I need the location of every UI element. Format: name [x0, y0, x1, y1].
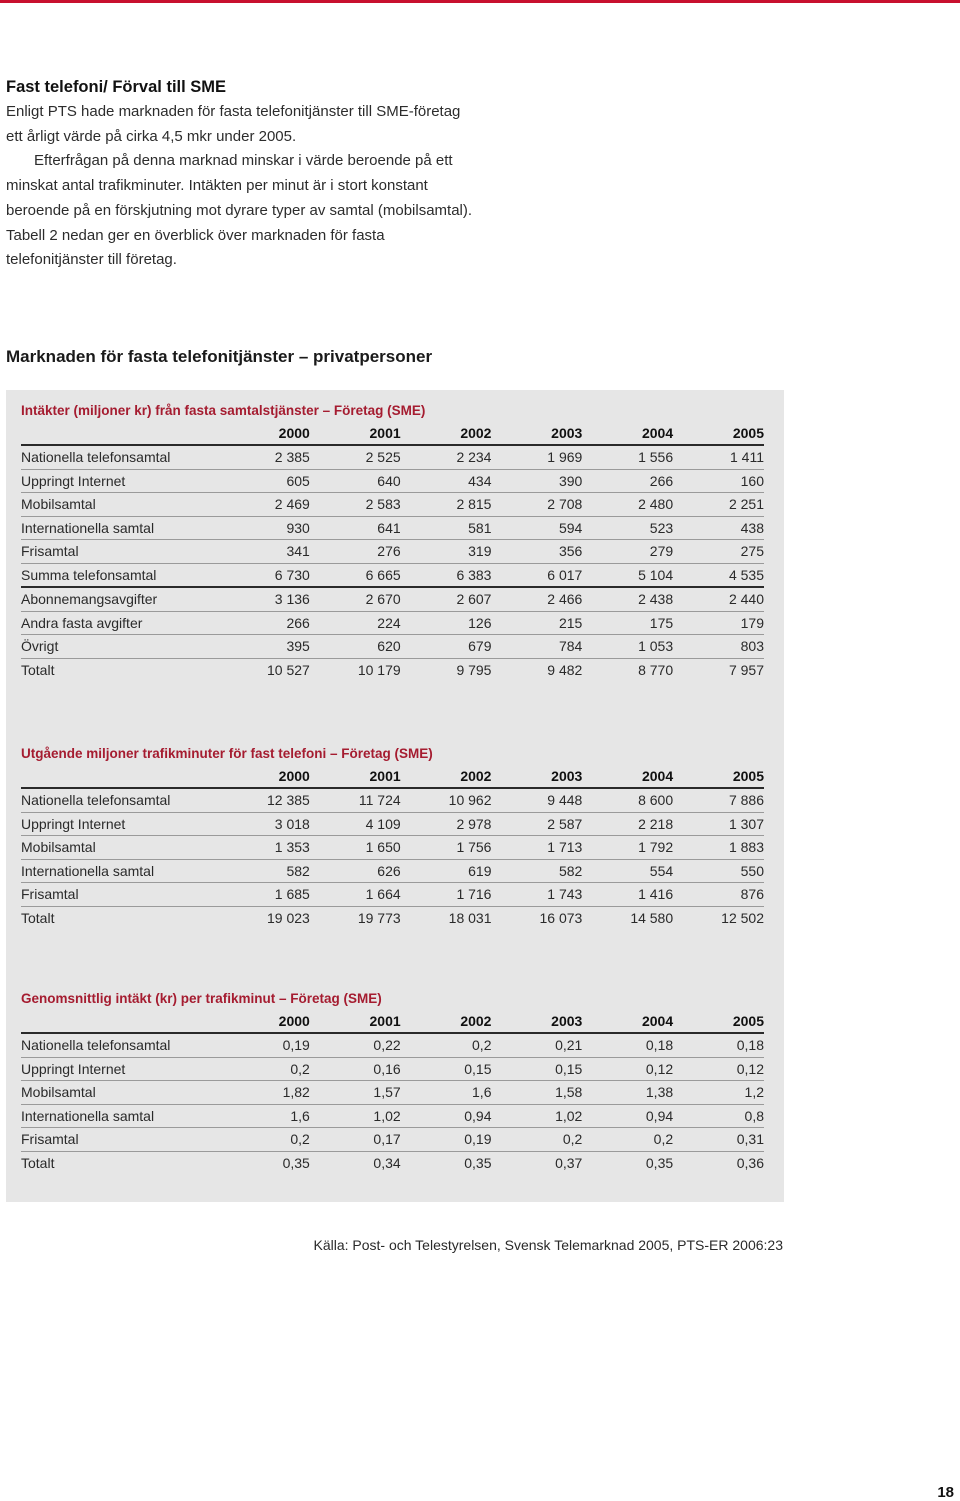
value-cell: 2 438 [582, 587, 673, 611]
value-cell: 175 [582, 611, 673, 635]
table-title: Genomsnittlig intäkt (kr) per trafikminut – Företag (SME) [21, 991, 382, 1006]
value-cell: 4 535 [673, 563, 764, 587]
row-label: Internationella samtal [21, 1104, 219, 1128]
year-header: 2000 [219, 1010, 310, 1033]
value-cell: 0,15 [491, 1057, 582, 1081]
data-table [21, 422, 764, 681]
value-cell: 2 385 [219, 445, 310, 469]
row-label: Abonnemangsavgifter [21, 587, 219, 611]
value-cell: 395 [219, 635, 310, 659]
year-header: 2004 [582, 1010, 673, 1033]
table-row [21, 836, 764, 860]
value-cell: 1 969 [491, 445, 582, 469]
revenue-per-minute-table-block [21, 988, 764, 1174]
value-cell: 2 218 [582, 812, 673, 836]
value-cell: 5 104 [582, 563, 673, 587]
value-cell: 0,34 [373, 1154, 401, 1171]
tables-panel [6, 390, 784, 1202]
table-row [21, 635, 764, 659]
intro-heading: Fast telefoni/ Förval till SME [6, 78, 227, 96]
value-cell: 2 978 [401, 812, 492, 836]
value-cell: 4 109 [310, 812, 401, 836]
value-cell: 7 957 [728, 661, 764, 678]
data-table [21, 765, 764, 929]
value-cell: 1,38 [582, 1081, 673, 1105]
year-header: 2003 [491, 765, 582, 788]
table-row [21, 540, 764, 564]
row-label: Frisamtal [21, 1128, 219, 1152]
value-cell: 0,35 [645, 1154, 674, 1171]
value-cell: 18 031 [448, 909, 492, 926]
value-cell: 0,12 [582, 1057, 673, 1081]
value-cell: 1,57 [310, 1081, 401, 1105]
row-label: Övrigt [21, 635, 219, 659]
table-title: Intäkter (miljoner kr) från fasta samtalstjänster – Företag (SME) [21, 403, 426, 418]
value-cell: 1,6 [219, 1104, 310, 1128]
value-cell: 8 600 [582, 788, 673, 812]
value-cell: 0,21 [491, 1033, 582, 1057]
value-cell: 276 [310, 540, 401, 564]
year-header: 2004 [582, 765, 673, 788]
row-label: Uppringt Internet [21, 1057, 219, 1081]
year-header: 2005 [673, 765, 764, 788]
table-row [21, 812, 764, 836]
value-cell: 0,31 [673, 1128, 764, 1152]
value-cell: 179 [673, 611, 764, 635]
row-label: Nationella telefonsamtal [21, 445, 219, 469]
value-cell: 10 179 [357, 661, 401, 678]
value-cell: 6 665 [310, 563, 401, 587]
intro-section [6, 78, 476, 273]
value-cell: 9 482 [547, 661, 583, 678]
value-cell: 0,2 [582, 1128, 673, 1152]
table-row [21, 658, 764, 681]
value-cell: 1,6 [401, 1081, 492, 1105]
value-cell: 14 580 [630, 909, 674, 926]
year-header: 2002 [401, 765, 492, 788]
header-blank-cell [21, 1010, 219, 1033]
value-cell: 1 053 [582, 635, 673, 659]
value-cell: 0,12 [673, 1057, 764, 1081]
value-cell: 803 [673, 635, 764, 659]
value-cell: 1,02 [310, 1104, 401, 1128]
value-cell: 1,02 [491, 1104, 582, 1128]
year-header: 2001 [310, 1010, 401, 1033]
value-cell: 0,18 [673, 1033, 764, 1057]
value-cell: 2 234 [401, 445, 492, 469]
value-cell: 2 587 [491, 812, 582, 836]
value-cell: 1 416 [582, 883, 673, 907]
table-row [21, 859, 764, 883]
value-cell: 0,2 [491, 1128, 582, 1152]
table-header-row [21, 422, 764, 445]
table-row [21, 493, 764, 517]
table-row [21, 445, 764, 469]
table-header-row [21, 1010, 764, 1033]
row-label: Internationella samtal [21, 516, 219, 540]
table-row [21, 788, 764, 812]
value-cell: 6 383 [401, 563, 492, 587]
value-cell: 2 469 [219, 493, 310, 517]
value-cell: 0,16 [310, 1057, 401, 1081]
year-header: 2003 [491, 1010, 582, 1033]
intro-paragraph-1: Enligt PTS hade marknaden för fasta telefonitjänster till SME-företag ett årligt värde på cirka 4,5 mkr under 2005. [6, 103, 461, 145]
value-cell: 10 527 [267, 661, 310, 678]
table-row [21, 883, 764, 907]
value-cell: 0,35 [464, 1154, 492, 1171]
row-label: Mobilsamtal [21, 1081, 219, 1105]
row-label: Nationella telefonsamtal [21, 1033, 219, 1057]
row-label: Mobilsamtal [21, 493, 219, 517]
value-cell: 2 466 [491, 587, 582, 611]
year-header: 2004 [582, 422, 673, 445]
value-cell: 876 [673, 883, 764, 907]
value-cell: 0,18 [582, 1033, 673, 1057]
table-row [21, 1104, 764, 1128]
table-title: Utgående miljoner trafikminuter för fast telefoni – Företag (SME) [21, 746, 433, 761]
source-note: Källa: Post- och Telestyrelsen, Svensk Telemarknad 2005, PTS-ER 2006:23 [313, 1237, 783, 1253]
table-row [21, 611, 764, 635]
value-cell: 1,82 [219, 1081, 310, 1105]
value-cell: 2 440 [673, 587, 764, 611]
value-cell: 640 [310, 469, 401, 493]
value-cell: 215 [491, 611, 582, 635]
value-cell: 0,94 [401, 1104, 492, 1128]
year-header: 2005 [673, 1010, 764, 1033]
value-cell: 438 [673, 516, 764, 540]
value-cell: 266 [219, 611, 310, 635]
value-cell: 12 502 [721, 909, 764, 926]
table-row [21, 1081, 764, 1105]
value-cell: 1,58 [491, 1081, 582, 1105]
intro-paragraph-2: Efterfrågan på denna marknad minskar i värde beroende på ett minskat antal trafikminuter. Intäkten per minut är i stort konstant beroende på en förskjutning mot dyrare typer av samtal (mobilsamtal). Tabell 2 nedan ger en överblick över marknaden för fasta telefonitjänster till företag. [6, 152, 473, 269]
value-cell: 594 [491, 516, 582, 540]
value-cell: 0,19 [219, 1033, 310, 1057]
value-cell: 1 307 [673, 812, 764, 836]
page-number: 18 [937, 1484, 954, 1501]
year-header: 2002 [401, 422, 492, 445]
value-cell: 3 018 [219, 812, 310, 836]
table-row [21, 906, 764, 929]
value-cell: 390 [491, 469, 582, 493]
value-cell: 1 713 [491, 836, 582, 860]
year-header: 2001 [310, 422, 401, 445]
table-row [21, 1057, 764, 1081]
value-cell: 434 [401, 469, 492, 493]
value-cell: 0,22 [310, 1033, 401, 1057]
value-cell: 2 480 [582, 493, 673, 517]
value-cell: 1 411 [673, 445, 764, 469]
value-cell: 2 670 [310, 587, 401, 611]
header-blank-cell [21, 765, 219, 788]
table-header-row [21, 765, 764, 788]
value-cell: 1 716 [401, 883, 492, 907]
value-cell: 930 [219, 516, 310, 540]
value-cell: 1,2 [673, 1081, 764, 1105]
value-cell: 1 685 [219, 883, 310, 907]
value-cell: 275 [673, 540, 764, 564]
row-label: Totalt [21, 661, 55, 678]
row-label: Frisamtal [21, 540, 219, 564]
year-header: 2003 [491, 422, 582, 445]
table-row [21, 587, 764, 611]
value-cell: 6 017 [491, 563, 582, 587]
value-cell: 2 583 [310, 493, 401, 517]
table-row [21, 563, 764, 587]
data-table [21, 1010, 764, 1174]
value-cell: 2 708 [491, 493, 582, 517]
value-cell: 0,35 [282, 1154, 310, 1171]
value-cell: 356 [491, 540, 582, 564]
value-cell: 19 023 [267, 909, 310, 926]
value-cell: 784 [491, 635, 582, 659]
value-cell: 679 [401, 635, 492, 659]
year-header: 2000 [219, 765, 310, 788]
value-cell: 619 [401, 859, 492, 883]
row-label: Summa telefonsamtal [21, 563, 219, 587]
value-cell: 0,37 [555, 1154, 583, 1171]
value-cell: 224 [310, 611, 401, 635]
row-label: Totalt [21, 1154, 55, 1171]
value-cell: 1 883 [673, 836, 764, 860]
value-cell: 160 [673, 469, 764, 493]
year-header: 2000 [219, 422, 310, 445]
value-cell: 1 756 [401, 836, 492, 860]
value-cell: 626 [310, 859, 401, 883]
row-label: Mobilsamtal [21, 836, 219, 860]
table-row [21, 516, 764, 540]
row-label: Nationella telefonsamtal [21, 788, 219, 812]
value-cell: 16 073 [539, 909, 583, 926]
year-header: 2002 [401, 1010, 492, 1033]
value-cell: 2 251 [673, 493, 764, 517]
value-cell: 7 886 [673, 788, 764, 812]
value-cell: 605 [219, 469, 310, 493]
value-cell: 550 [673, 859, 764, 883]
value-cell: 2 525 [310, 445, 401, 469]
value-cell: 279 [582, 540, 673, 564]
value-cell: 8 770 [638, 661, 674, 678]
year-header: 2005 [673, 422, 764, 445]
value-cell: 0,17 [310, 1128, 401, 1152]
row-label: Uppringt Internet [21, 812, 219, 836]
row-label: Andra fasta avgifter [21, 611, 219, 635]
value-cell: 554 [582, 859, 673, 883]
value-cell: 582 [219, 859, 310, 883]
value-cell: 0,15 [401, 1057, 492, 1081]
value-cell: 11 724 [310, 788, 401, 812]
header-blank-cell [21, 422, 219, 445]
row-label: Internationella samtal [21, 859, 219, 883]
value-cell: 523 [582, 516, 673, 540]
table-row [21, 1128, 764, 1152]
table-row [21, 1151, 764, 1174]
value-cell: 2 607 [401, 587, 492, 611]
value-cell: 641 [310, 516, 401, 540]
value-cell: 0,94 [582, 1104, 673, 1128]
value-cell: 0,8 [673, 1104, 764, 1128]
value-cell: 9 448 [491, 788, 582, 812]
value-cell: 3 136 [219, 587, 310, 611]
value-cell: 2 815 [401, 493, 492, 517]
row-label: Totalt [21, 909, 55, 926]
value-cell: 9 795 [456, 661, 492, 678]
traffic-minutes-table-block [21, 743, 764, 929]
value-cell: 0,2 [401, 1033, 492, 1057]
value-cell: 0,19 [401, 1128, 492, 1152]
value-cell: 0,36 [736, 1154, 764, 1171]
value-cell: 1 556 [582, 445, 673, 469]
value-cell: 1 792 [582, 836, 673, 860]
value-cell: 1 743 [491, 883, 582, 907]
value-cell: 341 [219, 540, 310, 564]
section-title: Marknaden för fasta telefonitjänster – privatpersoner [6, 347, 433, 366]
row-label: Uppringt Internet [21, 469, 219, 493]
table-row [21, 469, 764, 493]
value-cell: 266 [582, 469, 673, 493]
value-cell: 10 962 [401, 788, 492, 812]
year-header: 2001 [310, 765, 401, 788]
value-cell: 0,2 [219, 1057, 310, 1081]
revenue-table-block [21, 400, 764, 681]
value-cell: 1 664 [310, 883, 401, 907]
value-cell: 319 [401, 540, 492, 564]
value-cell: 12 385 [219, 788, 310, 812]
value-cell: 1 353 [219, 836, 310, 860]
value-cell: 6 730 [219, 563, 310, 587]
value-cell: 581 [401, 516, 492, 540]
value-cell: 0,2 [219, 1128, 310, 1152]
row-label: Frisamtal [21, 883, 219, 907]
value-cell: 620 [310, 635, 401, 659]
value-cell: 126 [401, 611, 492, 635]
top-rule [0, 0, 960, 3]
value-cell: 19 773 [357, 909, 401, 926]
value-cell: 1 650 [310, 836, 401, 860]
table-row [21, 1033, 764, 1057]
value-cell: 582 [491, 859, 582, 883]
